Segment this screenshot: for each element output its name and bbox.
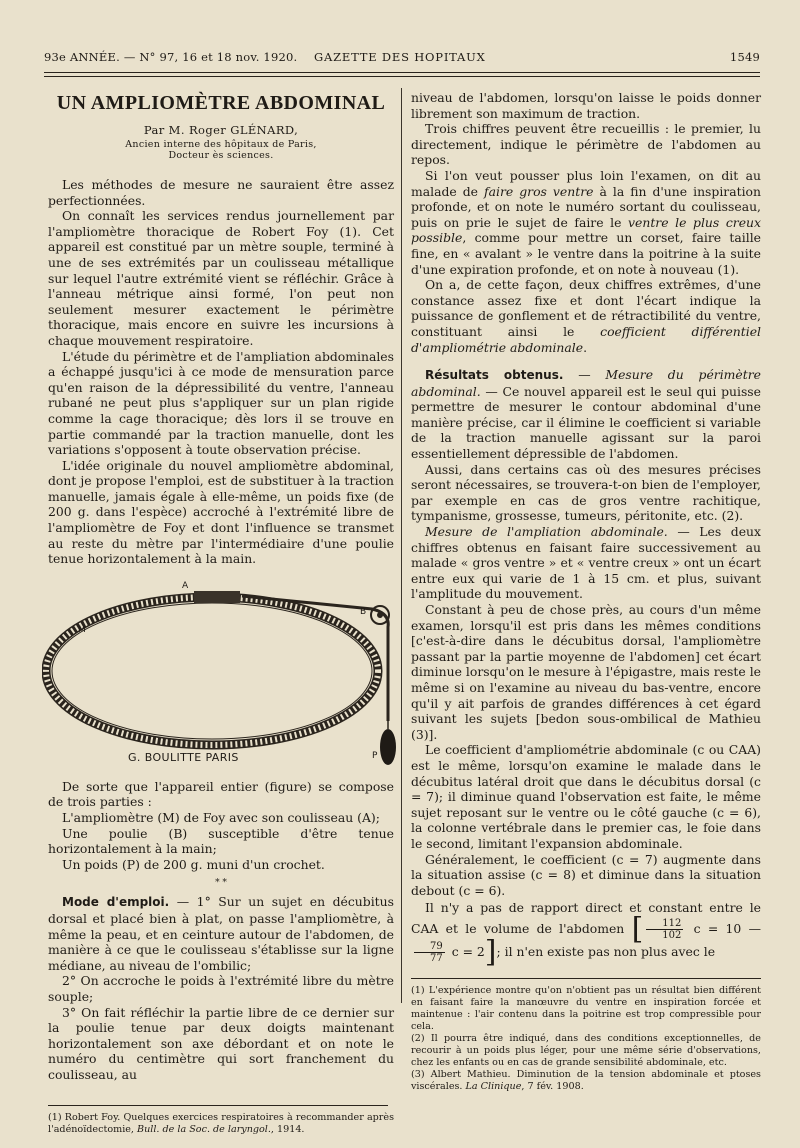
- right-column: [411, 90, 761, 1093]
- header-rule: [44, 72, 760, 73]
- list-item: Un poids (P) de 200 g. muni d'un crochet.: [62, 856, 325, 872]
- open-bracket: [: [631, 911, 644, 947]
- label-a: A: [182, 580, 189, 591]
- footnote-rule: [48, 1105, 388, 1106]
- section-separator: * *: [215, 878, 227, 889]
- paragraph: On connaît les services rendus journellement par l'ampliomètre thoracique de Robert Foy (1). Cet appareil est constitué par un mètre souple, terminé à une de ses extrémités par un coulisseau métallique sur lequel l'autre extrémité vient se réfléchir. Grâce à l'anneau métrique ainsi formé, l'on peut non seulement mesurer exactement le périmètre thoracique, mais encore en suivre les incursions à chaque mouvement respiratoire.: [48, 208, 394, 348]
- footnote: (3) Albert Mathieu. Diminution de la tension abdominale et ptoses viscérales. La Clinique, 7 fév. 1908.: [411, 1069, 761, 1093]
- footnote: (1) L'expérience montre qu'on n'obtient pas un résultat bien différent en faisant faire la manœuvre du ventre en inspiration forcée et maintenue : l'air contenu dans la poitrine est trop compressible pour cela.: [411, 985, 761, 1033]
- label-b: B: [360, 606, 367, 617]
- fraction: $\frac{79}{77}$: [414, 941, 445, 964]
- footnote: (2) Il pourra être indiqué, dans des conditions exceptionnelles, de recourir à un poids plus léger, pour une même série d'observations, chez les enfants ou en cas de grande sensibilité abdominale, etc.: [411, 1033, 761, 1069]
- paragraph: Si l'on veut pousser plus loin l'examen, on dit au malade de faire gros ventre à la fin d'une inspiration profonde, et on note le numéro sortant du coulisseau, puis on prie le sujet de faire le ventre le plus creux possible, comme pour mettre un corset, faire taille fine, en « avalant » le ventre dans la poitrine à la suite d'une expiration profonde, et on note à nouveau (1).: [411, 167, 761, 277]
- left-column: [48, 90, 394, 1136]
- paragraph: 2° On accroche le poids à l'extrémité libre du mètre souple;: [48, 973, 394, 1004]
- paragraph: Le coefficient d'ampliométrie abdominale (c ou CAA) est le même, lorsqu'on examine le malade dans le décubitus latéral droit que dans le décubitus dorsal (c = 7); il diminue quand l'observation est faite, le même sujet reposant sur le ventre ou le côté gauche (c = 6), la colonne vertébrale dans le premier cas, le foie dans le second, limitant l'expansion abdominale.: [411, 742, 761, 851]
- section-heading: Mode d'emploi.: [62, 895, 170, 910]
- article-title: UN AMPLIOMÈTRE ABDOMINAL: [56, 92, 386, 114]
- paragraph: Constant à peu de chose près, au cours d'un même examen, lorsqu'il est pris dans les mêmes conditions [c'est-à-dire dans le décubitus dorsal, l'ampliomètre passant par la partie moyenne de l'abdomen] cet écart diminue lorsqu'on le mesure à l'épigastre, mais reste le même si on l'examine au niveau du bas-ventre, encore qu'il y ait parfois de grandes différences à cet égard suivant les sujets [bedon sous-ombilical de Mathieu (3)].: [411, 602, 761, 742]
- label-m: M: [78, 624, 86, 635]
- paragraph: niveau de l'abdomen, lorsqu'on laisse le poids donner librement son maximum de traction.: [411, 90, 761, 121]
- paragraph: Trois chiffres peuvent être recueillis : le premier, lu directement, indique le périmètre de l'abdomen au repos.: [411, 121, 761, 168]
- journal-title: GAZETTE DES HOPITAUX: [314, 50, 486, 64]
- weight: [380, 729, 396, 765]
- paragraph: On a, de cette façon, deux chiffres extrêmes, d'une constance assez fixe et dont l'écart indique la puissance de gonflement et de rétractibilité du ventre, constituant ainsi le coefficient différentiel d'ampliométrie abdominale.: [411, 277, 762, 355]
- paragraph: Aussi, dans certains cas où des mesures précises seront nécessaires, se trouvera-t-on bien de l'employer, par exemple en cas de gros ventre rachitique, tympanisme, grossesse, tumeurs, péritonite, etc. (2).: [411, 461, 761, 524]
- close-bracket: ]: [484, 934, 497, 970]
- section-heading: Résultats obtenus.: [425, 368, 564, 383]
- label-p: P: [372, 750, 378, 761]
- affiliation-degree: Docteur ès sciences.: [168, 150, 274, 161]
- affiliation: Ancien interne des hôpitaux de Paris,: [125, 139, 317, 150]
- paragraph: De sorte que l'appareil entier (figure) se compose de trois parties :: [48, 778, 394, 810]
- paragraph-resultats: Résultats obtenus. — Mesure du périmètre abdominal. — Ce nouvel appareil est le seul qui puisse permettre de mesurer le contour abdominal d'une manière précise, car il élimine le coefficient si variable de la traction manuelle agissant sur la paroi essentiellement dépressible de l'abdomen.: [411, 367, 761, 462]
- column-divider: [401, 88, 402, 1003]
- engraver-credit: G. BOULITTE PARIS: [128, 750, 239, 764]
- paragraph-formula: Il n'y a pas de rapport direct et constant entre le CAA et le volume de l'abdomen [ $\frac{112}{102}$ c = 10 — $\frac{79}{77}$ c = 2]; il n'en existe pas non plus avec le: [411, 900, 761, 970]
- byline: Par M. Roger GLÉNARD,: [143, 123, 299, 137]
- paragraph: Généralement, le coefficient (c = 7) augmente dans la situation assise (c = 8) et diminue dans la situation debout (c = 6).: [411, 851, 761, 898]
- paragraph-mode-emploi: Mode d'emploi. — 1° Sur un sujet en décubitus dorsal et placé bien à plat, on passe l'ampliomètre, à même la peau, et en ceinture autour de l'abdomen, de manière à ce que le coulisseau s'établisse sur la ligne médiane, au niveau de l'ombilic;: [48, 894, 394, 973]
- footnote: (1) Robert Foy. Quelques exercices respiratoires à recommander après l'adénoïdectomie, Bull. de la Soc. de laryngol., 1914.: [48, 1111, 394, 1135]
- footnote-rule: [411, 978, 761, 979]
- paragraph: L'étude du périmètre et de l'ampliation abdominales a échappé jusqu'ici à ce mode de mensuration parce qu'en raison de la dépressibilité du ventre, l'anneau rubané ne peut plus s'appliquer sur un plan rigide comme la cage thoracique; dès lors il se trouve en partie commandé par la traction manuelle, dont les variations s'opposent à toute observation précise.: [48, 348, 394, 458]
- tape-inner-edge: [52, 603, 372, 739]
- paragraph: Mesure de l'ampliation abdominale. — Les deux chiffres obtenus en faisant faire successivement au malade « gros ventre » et « ventre creux » ont un écart entre eux qui varie de 1 à 15 cm. et plus, suivant l'amplitude du mouvement.: [411, 524, 761, 602]
- header-rule-thin: [44, 76, 760, 77]
- running-head: [44, 50, 760, 68]
- apparatus-figure: [42, 581, 402, 771]
- list-item: L'ampliomètre (M) de Foy avec son coulisseau (A);: [62, 810, 380, 826]
- fraction: $\frac{112}{102}$: [646, 918, 683, 941]
- paragraph: 3° On fait réfléchir la partie libre de ce dernier sur la poulie tenue par deux doigts maintenant horizontalement son axe débordant et on note le numéro du centimètre qui sort franchement du coulisseau, au: [48, 1004, 394, 1082]
- paragraph: L'idée originale du nouvel ampliomètre abdominal, dont je propose l'emploi, est de substituer à la traction manuelle, jamais égale à elle-même, un poids fixe (de 200 g. dans l'espèce) accroché à l'extrémité libre de l'ampliomètre de Foy et dont l'influence se transmet au reste du mètre par l'intermédiaire d'une poulie tenue horizontalement à la main.: [48, 457, 394, 567]
- paragraph: Les méthodes de mesure ne sauraient être assez perfectionnées.: [48, 177, 394, 208]
- page-number: 1549: [729, 50, 760, 64]
- list-item: Une poulie (B) susceptible d'être tenue horizontalement à la main;: [48, 825, 394, 857]
- ampliometer-drawing: [42, 581, 402, 771]
- issue-info: 93e ANNÉE. — N° 97, 16 et 18 nov. 1920.: [44, 50, 298, 64]
- slider-block: [194, 591, 240, 603]
